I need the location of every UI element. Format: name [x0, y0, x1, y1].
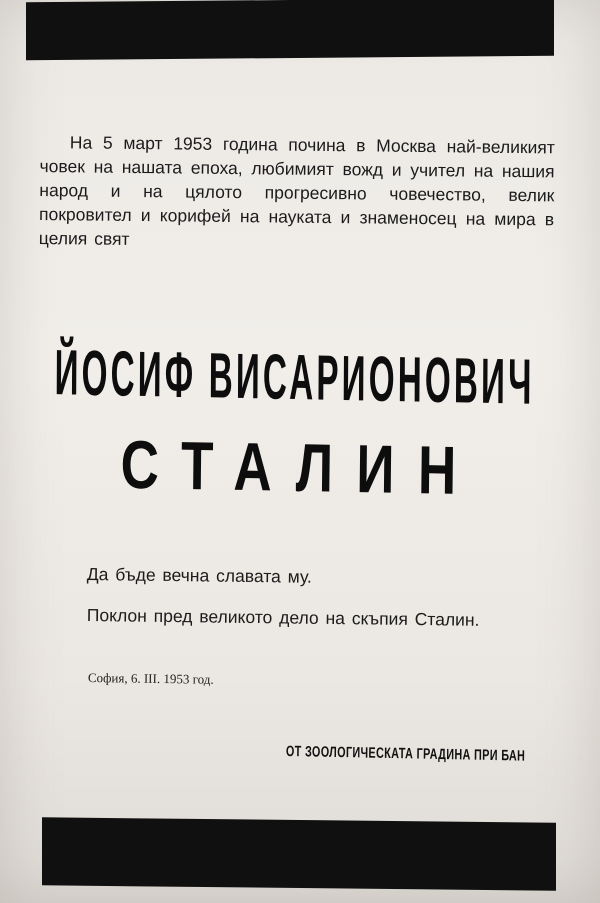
obituary-paragraph: На 5 март 1953 година почина в Москва най-великият човек на нашата епоха, любимият вожд и учител на нашия народ и на цялото прогресивно човечество, велик покровител и корифей на науката и знаменосец на мира в целия свят	[38, 132, 555, 249]
name-line-2-container	[70, 428, 530, 508]
place-date: София, 6. III. 1953 год.	[87, 670, 214, 687]
name-line-1: ЙОСИФ ВИСАРИОНОВИЧ	[54, 336, 536, 418]
signature: ОТ ЗООЛОГИЧЕСКАТА ГРАДИНА ПРИ БАН	[285, 743, 526, 765]
closing-line-1: Да бъде вечна славата му.	[86, 564, 312, 587]
bottom-mourning-bar	[42, 817, 556, 890]
name-line-2: СТАЛИН	[120, 426, 480, 510]
name-line-1-container	[40, 336, 550, 418]
closing-line-2: Поклон пред великото дело на скъпия Сталин.	[86, 605, 480, 630]
top-mourning-bar	[26, 0, 554, 60]
